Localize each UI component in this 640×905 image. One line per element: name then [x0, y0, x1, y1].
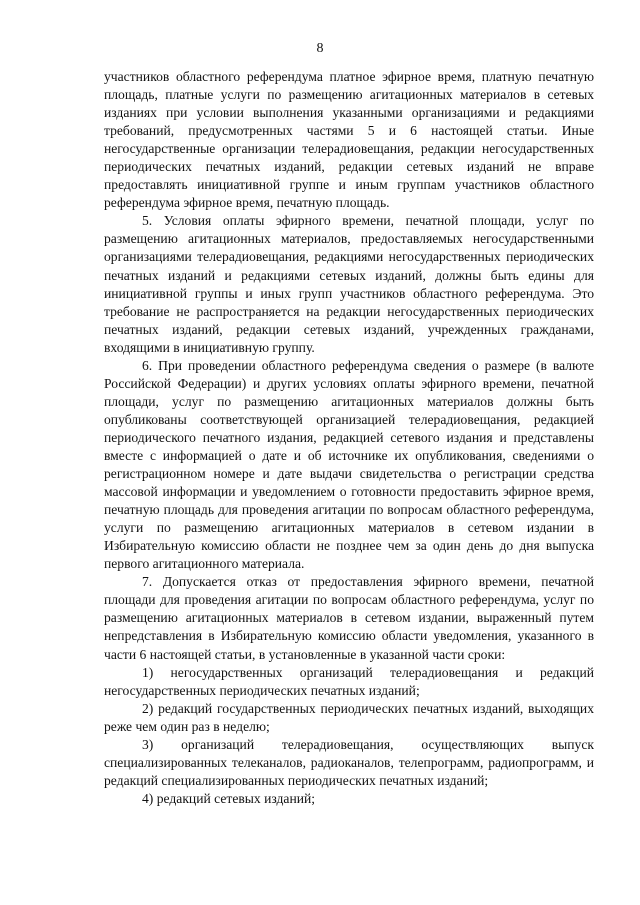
paragraph-continuation: участников областного референдума платное эфирное время, платную печатную площадь, платные услуги по размещению агитационных материалов в сетевых изданиях при условии выполнения указанными организациями и редакциями требований, предусмотренных частями 5 и 6 настоящей статьи. Иные негосударственные организации телерадиовещания, редакции негосударственных периодических печатных изданий, редакции сетевых изданий не вправе предоставлять инициативной группе и иным группам участников областного референдума эфирное время, печатную площадь. [104, 69, 594, 211]
paragraph-part-5: 5. Условия оплаты эфирного времени, печатной площади, услуг по размещению агитационных материалов, предоставляемых негосударственными организациями телерадиовещания, редакциями негосударственных периодических печатных изданий и редакциями сетевых изданий, должны быть едины для инициативной группы и иных групп участников областного референдума. Это требование не распространяется на редакции негосударственных периодических печатных изданий, редакции сетевых изданий, учрежденных гражданами, входящими в инициативную группу. [104, 213, 594, 355]
page-number: 8 [316, 41, 324, 56]
list-item-1: 1) негосударственных организаций телерадиовещания и редакций негосударственных периодических печатных изданий; [104, 664, 594, 698]
paragraph-part-6: 6. При проведении областного референдума сведения о размере (в валюте Российской Федерации) и других условиях оплаты эфирного времени, печатной площади, услуг по размещению агитационных материалов должны быть опубликованы соответствующей организацией телерадиовещания, редакцией периодического печатного издания, редакцией сетевого издания и представлены вместе с информацией о дате и об источнике их опубликования, сведениями о регистрационном номере и дате выдачи свидетельства о регистрации средства массовой информации и уведомлением о готовности предоставить эфирное время, печатную площадь для проведения агитации по вопросам областного референдума, услуги по размещению агитационных материалов в сетевом издании в Избирательную комиссию области не позднее чем за один день до дня выпуска первого агитационного материала. [104, 357, 594, 572]
paragraph-part-7: 7. Допускается отказ от предоставления эфирного времени, печатной площади для проведения агитации по вопросам областного референдума, услуг по размещению агитационных материалов в сетевом издании, выраженный путем непредставления в Избирательную комиссию области уведомления, указанного в части 6 настоящей статьи, в установленные в указанной части сроки: [104, 574, 594, 662]
document-body [104, 68, 594, 808]
list-item-3: 3) организаций телерадиовещания, осуществляющих выпуск специализированных телеканалов, радиоканалов, телепрограмм, радиопрограмм, и редакций специализированных периодических печатных изданий; [104, 736, 594, 788]
list-item-2: 2) редакций государственных периодических печатных изданий, выходящих реже чем один раз в неделю; [104, 700, 594, 734]
list-item-4: 4) редакций сетевых изданий; [142, 790, 316, 806]
